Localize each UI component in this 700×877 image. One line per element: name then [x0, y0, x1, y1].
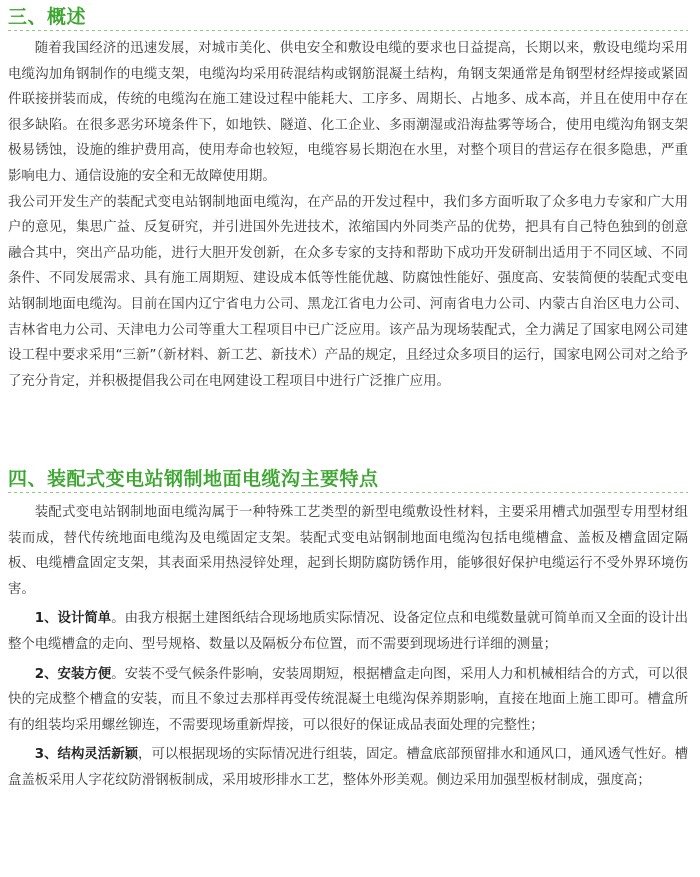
overview-paragraph-2: 我公司开发生产的装配式变电站钢制地面电缆沟，在产品的开发过程中，我们多方面听取了众多电力专家和广大用户的意见，集思广益、反复研究，并引进国外先进技术，浓缩国内外同类产品的优势，把具有自己特色独到的创意融合其中，突出产品功能，进行大胆开发创新，在众多专家的支持和帮助下成功开发研制出适用于不同区域、不同条件、不同发展需求、具有施工周期短、建设成本低等性能优越、防腐蚀性能好、强度高、安装简便的装配式变电站钢制地面电缆沟。目前在国内辽宁省电力公司、黑龙江省电力公司、河南省电力公司、内蒙古自治区电力公司、吉林省电力公司、天津电力公司等重大工程项目中已广泛应用。该产品为现场装配式，全力满足了国家电网公司建设工程中要求采用“三新”（新材料、新工艺、新技术）产品的规定，且经过众多项目的运行，国家电网公司对之给予了充分肯定，并积极提倡我公司在电网建设工程项目中进行广泛推广应用。	[8, 194, 688, 389]
feature-item	[8, 662, 688, 739]
overview-section	[8, 36, 688, 394]
features-intro-paragraph: 装配式变电站钢制地面电缆沟属于一种特殊工艺类型的新型电缆敷设性材料，主要采用槽式加强型专用型材组装而成，替代传统地面电缆沟及电缆固定支架。装配式变电站钢制地面电缆沟包括电缆槽盒、盖板及槽盒固定隔板、电缆槽盒固定支架，其表面采用热浸锌处理，起到长期防腐防锈作用，能够很好保护电缆运行不受外界环境伤害。	[8, 505, 688, 597]
feature-item-text: 。安装不受气候条件影响，安装周期短，根据槽盒走向图，采用人力和机械相结合的方式，可以很快的完成整个槽盒的安装，而且不象过去那样再受传统混凝土电缆沟保养期影响，直接在地面上施工即可。槽盒所有的组装均采用螺丝铆连，不需要现场重新焊接，可以很好的保证成品表面处理的完整性；	[8, 666, 688, 733]
feature-item-title: 2、安装方便	[34, 666, 112, 682]
section-heading-overview: 三、概述	[8, 6, 87, 28]
features-section	[8, 500, 688, 794]
feature-item-text: 。由我方根据土建图纸结合现场地质实际情况、设备定位点和电缆数量就可简单而又全面的设计出整个电缆槽盒的走向、型号规格、数量以及隔板分布位置，而不需要到现场进行详细的测量；	[8, 611, 688, 652]
heading-divider	[8, 492, 688, 493]
feature-item	[8, 742, 688, 793]
section-heading-features: 四、装配式变电站钢制地面电缆沟主要特点	[8, 468, 379, 490]
overview-paragraph-1: 随着我国经济的迅速发展，对城市美化、供电安全和敷设电缆的要求也日益提高，长期以来，敷设电缆均采用电缆沟加角钢制作的电缆支架，电缆沟均采用砖混结构或钢筋混凝土结构，角钢支架通常是角钢型材经焊接或紧固件联接拼装而成，传统的电缆沟在施工建设过程中能耗大、工序多、周期长、占地多、成本高，并且在使用中存在很多缺陷。在很多恶劣环境条件下，如地铁、隧道、化工企业、多雨潮湿或沿海盐雾等场合，使用电缆沟角钢支架极易锈蚀，设施的维护费用高，使用寿命也较短，电缆容易长期泡在水里，对整个项目的营运存在很多隐患，严重影响电力、通信设施的安全和无故障使用期。	[8, 41, 688, 184]
feature-item	[8, 606, 688, 657]
feature-item-title: 3、结构灵活新颖	[34, 747, 139, 763]
feature-item-text: ，可以根据现场的实际情况进行组装，固定。槽盒底部预留排水和通风口，通风透气性好。槽盒盖板采用人字花纹防滑钢板制成，采用坡形排水工艺，整体外形美观。侧边采用加强型板材制成，强度高；	[8, 747, 688, 788]
feature-item-title: 1、设计简单	[34, 611, 112, 627]
heading-divider	[8, 30, 688, 31]
